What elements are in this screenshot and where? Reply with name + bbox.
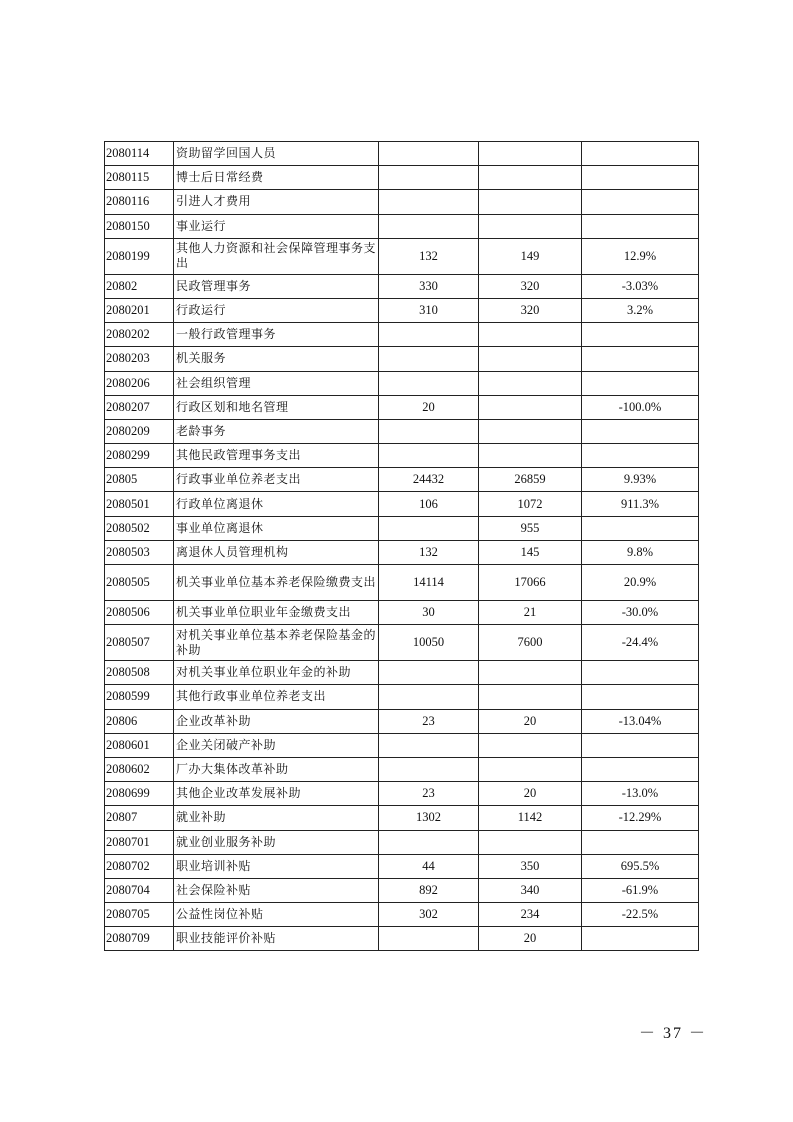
- row-name: 公益性岗位补贴: [174, 903, 379, 927]
- row-code: 20805: [105, 468, 174, 492]
- row-code: 2080201: [105, 298, 174, 322]
- row-change-percent: -30.0%: [582, 601, 699, 625]
- row-curr-value: 320: [479, 298, 582, 322]
- row-change-percent: [582, 516, 699, 540]
- row-code: 2080507: [105, 625, 174, 661]
- row-name: 事业单位离退休: [174, 516, 379, 540]
- row-prev-value: [379, 371, 479, 395]
- row-change-percent: [582, 166, 699, 190]
- row-code: 2080506: [105, 601, 174, 625]
- row-code: 2080503: [105, 540, 174, 564]
- row-name: 职业培训补贴: [174, 854, 379, 878]
- row-change-percent: 3.2%: [582, 298, 699, 322]
- row-change-percent: [582, 419, 699, 443]
- row-code: 2080704: [105, 878, 174, 902]
- table-row: [105, 565, 699, 601]
- table-row: [105, 492, 699, 516]
- row-prev-value: [379, 927, 479, 951]
- row-prev-value: 1302: [379, 806, 479, 830]
- row-name: 一般行政管理事务: [174, 323, 379, 347]
- row-code: 2080699: [105, 782, 174, 806]
- row-name: 老龄事务: [174, 419, 379, 443]
- table-row: [105, 927, 699, 951]
- row-prev-value: [379, 419, 479, 443]
- row-name: 其他行政事业单位养老支出: [174, 685, 379, 709]
- row-name: 就业补助: [174, 806, 379, 830]
- table-row: [105, 757, 699, 781]
- row-prev-value: 132: [379, 238, 479, 274]
- row-name: 离退休人员管理机构: [174, 540, 379, 564]
- row-name: 机关事业单位职业年金缴费支出: [174, 601, 379, 625]
- table-row: [105, 190, 699, 214]
- row-prev-value: 892: [379, 878, 479, 902]
- row-name: 行政运行: [174, 298, 379, 322]
- table-row: [105, 166, 699, 190]
- table-row: [105, 709, 699, 733]
- row-change-percent: -61.9%: [582, 878, 699, 902]
- row-prev-value: 20: [379, 395, 479, 419]
- row-name: 企业改革补助: [174, 709, 379, 733]
- row-prev-value: 10050: [379, 625, 479, 661]
- row-curr-value: [479, 685, 582, 709]
- table-row: [105, 444, 699, 468]
- row-prev-value: 24432: [379, 468, 479, 492]
- row-curr-value: [479, 733, 582, 757]
- row-prev-value: [379, 214, 479, 238]
- table-row: [105, 806, 699, 830]
- row-name: 引进人才费用: [174, 190, 379, 214]
- row-change-percent: [582, 190, 699, 214]
- row-name: 资助留学回国人员: [174, 142, 379, 166]
- row-code: 2080705: [105, 903, 174, 927]
- table-row: [105, 830, 699, 854]
- row-name: 行政区划和地名管理: [174, 395, 379, 419]
- row-change-percent: -3.03%: [582, 274, 699, 298]
- row-code: 20807: [105, 806, 174, 830]
- row-code: 2080114: [105, 142, 174, 166]
- row-code: 2080206: [105, 371, 174, 395]
- row-code: 2080150: [105, 214, 174, 238]
- budget-table: [104, 141, 699, 951]
- table-row: [105, 274, 699, 298]
- row-curr-value: [479, 142, 582, 166]
- row-code: 20806: [105, 709, 174, 733]
- row-code: 2080299: [105, 444, 174, 468]
- row-change-percent: [582, 830, 699, 854]
- row-name: 博士后日常经费: [174, 166, 379, 190]
- row-change-percent: [582, 323, 699, 347]
- row-name: 其他民政管理事务支出: [174, 444, 379, 468]
- row-code: 2080599: [105, 685, 174, 709]
- row-curr-value: [479, 661, 582, 685]
- row-prev-value: [379, 444, 479, 468]
- page-number: － 37 －: [639, 1025, 708, 1042]
- row-code: 2080501: [105, 492, 174, 516]
- row-prev-value: 330: [379, 274, 479, 298]
- row-change-percent: [582, 444, 699, 468]
- row-change-percent: 20.9%: [582, 565, 699, 601]
- row-code: 2080702: [105, 854, 174, 878]
- row-curr-value: [479, 347, 582, 371]
- row-prev-value: [379, 685, 479, 709]
- row-name: 民政管理事务: [174, 274, 379, 298]
- table-row: [105, 661, 699, 685]
- table-row: [105, 854, 699, 878]
- row-change-percent: [582, 733, 699, 757]
- table-row: [105, 323, 699, 347]
- row-prev-value: [379, 347, 479, 371]
- row-curr-value: 234: [479, 903, 582, 927]
- row-prev-value: 23: [379, 709, 479, 733]
- row-prev-value: 132: [379, 540, 479, 564]
- table-row: [105, 238, 699, 274]
- row-curr-value: 17066: [479, 565, 582, 601]
- row-change-percent: 9.93%: [582, 468, 699, 492]
- table-body: [105, 142, 699, 951]
- row-code: 2080701: [105, 830, 174, 854]
- row-curr-value: 21: [479, 601, 582, 625]
- row-code: 2080508: [105, 661, 174, 685]
- row-change-percent: -12.29%: [582, 806, 699, 830]
- row-name: 厂办大集体改革补助: [174, 757, 379, 781]
- row-code: 2080601: [105, 733, 174, 757]
- row-prev-value: [379, 733, 479, 757]
- row-curr-value: 20: [479, 782, 582, 806]
- table-row: [105, 347, 699, 371]
- row-change-percent: 9.8%: [582, 540, 699, 564]
- table-row: [105, 419, 699, 443]
- row-name: 对机关事业单位基本养老保险基金的补助: [174, 625, 379, 661]
- row-prev-value: [379, 516, 479, 540]
- row-curr-value: 1142: [479, 806, 582, 830]
- row-prev-value: [379, 323, 479, 347]
- row-curr-value: [479, 323, 582, 347]
- row-curr-value: 26859: [479, 468, 582, 492]
- row-prev-value: 44: [379, 854, 479, 878]
- row-curr-value: [479, 444, 582, 468]
- row-prev-value: [379, 830, 479, 854]
- row-prev-value: [379, 190, 479, 214]
- row-change-percent: -22.5%: [582, 903, 699, 927]
- row-name: 对机关事业单位职业年金的补助: [174, 661, 379, 685]
- row-curr-value: [479, 419, 582, 443]
- row-curr-value: 955: [479, 516, 582, 540]
- row-curr-value: [479, 757, 582, 781]
- row-name: 机关事业单位基本养老保险缴费支出: [174, 565, 379, 601]
- row-change-percent: -24.4%: [582, 625, 699, 661]
- row-code: 2080115: [105, 166, 174, 190]
- table-row: [105, 601, 699, 625]
- row-curr-value: [479, 395, 582, 419]
- table-row: [105, 371, 699, 395]
- row-name: 机关服务: [174, 347, 379, 371]
- row-prev-value: [379, 142, 479, 166]
- row-curr-value: 1072: [479, 492, 582, 516]
- row-curr-value: [479, 214, 582, 238]
- row-change-percent: [582, 371, 699, 395]
- row-change-percent: [582, 927, 699, 951]
- row-curr-value: 340: [479, 878, 582, 902]
- table-row: [105, 685, 699, 709]
- row-name: 其他企业改革发展补助: [174, 782, 379, 806]
- row-name: 社会保险补贴: [174, 878, 379, 902]
- row-name: 职业技能评价补贴: [174, 927, 379, 951]
- table-row: [105, 903, 699, 927]
- row-code: 2080202: [105, 323, 174, 347]
- row-curr-value: 20: [479, 709, 582, 733]
- row-name: 行政事业单位养老支出: [174, 468, 379, 492]
- row-prev-value: 106: [379, 492, 479, 516]
- row-code: 2080502: [105, 516, 174, 540]
- row-prev-value: [379, 166, 479, 190]
- row-change-percent: [582, 214, 699, 238]
- row-code: 2080505: [105, 565, 174, 601]
- row-change-percent: 12.9%: [582, 238, 699, 274]
- table-row: [105, 142, 699, 166]
- row-code: 2080203: [105, 347, 174, 371]
- table-row: [105, 395, 699, 419]
- row-prev-value: [379, 661, 479, 685]
- row-change-percent: [582, 661, 699, 685]
- row-name: 行政单位离退休: [174, 492, 379, 516]
- row-change-percent: 911.3%: [582, 492, 699, 516]
- row-curr-value: 320: [479, 274, 582, 298]
- row-change-percent: 695.5%: [582, 854, 699, 878]
- row-curr-value: 20: [479, 927, 582, 951]
- row-code: 2080116: [105, 190, 174, 214]
- row-prev-value: [379, 757, 479, 781]
- row-change-percent: [582, 142, 699, 166]
- row-prev-value: 310: [379, 298, 479, 322]
- row-prev-value: 23: [379, 782, 479, 806]
- table-row: [105, 625, 699, 661]
- row-name: 事业运行: [174, 214, 379, 238]
- row-code: 2080207: [105, 395, 174, 419]
- row-code: 2080199: [105, 238, 174, 274]
- table-row: [105, 540, 699, 564]
- row-curr-value: 149: [479, 238, 582, 274]
- row-name: 其他人力资源和社会保障管理事务支出: [174, 238, 379, 274]
- row-code: 2080709: [105, 927, 174, 951]
- row-change-percent: -100.0%: [582, 395, 699, 419]
- row-name: 社会组织管理: [174, 371, 379, 395]
- row-change-percent: [582, 347, 699, 371]
- row-code: 20802: [105, 274, 174, 298]
- table-row: [105, 733, 699, 757]
- row-curr-value: [479, 166, 582, 190]
- row-code: 2080209: [105, 419, 174, 443]
- row-curr-value: 145: [479, 540, 582, 564]
- table-row: [105, 298, 699, 322]
- row-change-percent: -13.04%: [582, 709, 699, 733]
- row-curr-value: [479, 190, 582, 214]
- row-change-percent: [582, 685, 699, 709]
- table-row: [105, 468, 699, 492]
- row-curr-value: 350: [479, 854, 582, 878]
- row-change-percent: -13.0%: [582, 782, 699, 806]
- table-row: [105, 782, 699, 806]
- row-name: 就业创业服务补助: [174, 830, 379, 854]
- row-code: 2080602: [105, 757, 174, 781]
- row-change-percent: [582, 757, 699, 781]
- row-prev-value: 302: [379, 903, 479, 927]
- table-row: [105, 878, 699, 902]
- row-curr-value: 7600: [479, 625, 582, 661]
- row-curr-value: [479, 830, 582, 854]
- table-row: [105, 516, 699, 540]
- table-row: [105, 214, 699, 238]
- row-prev-value: 30: [379, 601, 479, 625]
- row-curr-value: [479, 371, 582, 395]
- row-name: 企业关闭破产补助: [174, 733, 379, 757]
- row-prev-value: 14114: [379, 565, 479, 601]
